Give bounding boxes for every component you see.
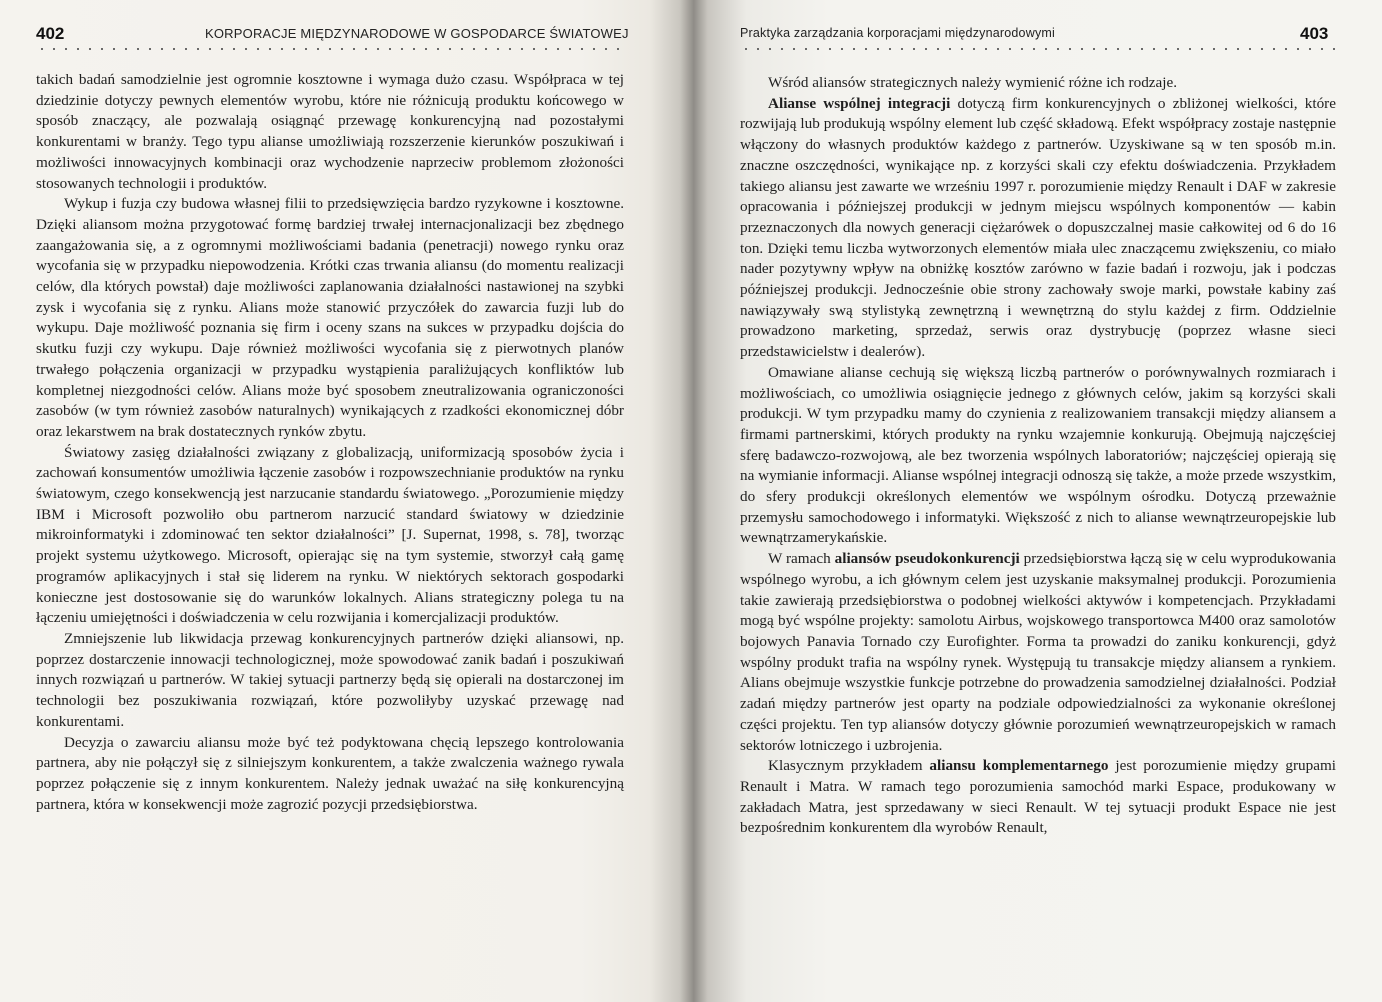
paragraph: Decyzja o zawarciu aliansu może być też podyktowana chęcią lepszego kontrolowania partnera, aby nie połączył się z silniejszym konkurentem, a także zwalczenia ważnego rywala poprzez połączenie się z innym konkurentem. Należy jednak uważać na siłę konkurencyjną partnera, która w konsekwencji może zagrozić pozycji przedsiębiorstwa. xyxy=(36,733,624,813)
paragraph: Światowy zasięg działalności związany z globalizacją, uniformizacją sposobów życia i zachowań konsumentów umożliwia łączenie zasobów i rozpowszechnianie produktów na rynku światowym, czego konsekwencją jest narzucanie standardu światowego. „Porozumienie między IBM i Microsoft pozwoliło obu partnerom narzucić standard światowy w dziedzinie mikroinformatyki i zdominować ten sektor działalności” [J. Supernat, 1998, s. 78], tworząc projekt systemu użytkowego. Microsoft, opierając się na tym systemie, stworzył całą gamę programów aplikacyjnych i stał się liderem na rynku. W niektórych sektorach gospodarki konieczne jest dostosowanie się do warunków lokalnych. Alians strategiczny polega tu na łączeniu umiejętności i doświadczenia w celu rozwijania i komercjalizacji produktów. xyxy=(36,443,624,627)
dotted-rule xyxy=(36,48,624,50)
term-bold: aliansów pseudokonkurencji xyxy=(834,550,1020,568)
page-number: 402 xyxy=(36,24,65,43)
term-bold: aliansu komplementarnego xyxy=(929,757,1109,775)
body-text xyxy=(740,73,1336,839)
page-number: 403 xyxy=(1300,24,1329,43)
running-head: Praktyka zarządzania korporacjami międzynarodowymi xyxy=(740,26,1055,40)
left-page xyxy=(0,0,660,1002)
dotted-rule xyxy=(740,48,1336,50)
paragraph xyxy=(740,549,1336,756)
paragraph xyxy=(740,756,1336,839)
paragraph: takich badań samodzielnie jest ogromnie kosztowne i wymaga dużo czasu. Współpraca w tej dziedzinie dotyczy pewnych elementów wyrobu, które nie różnicują produktu końcowego w sposób znaczący, ale pozwalają osiągnąć przewagę konkurencyjną nad pozostałymi konkurentami w branży. Tego typu alianse umożliwiają rozszerzenie kierunków poszukiwań i możliwości innowacyjnych kombinacji oraz wychodzenie naprzeciw problemom złożoności stosowanych technologii i produktów. xyxy=(36,71,624,192)
body-text xyxy=(36,70,624,815)
paragraph: Zmniejszenie lub likwidacja przewag konkurencyjnych partnerów dzięki aliansowi, np. poprzez dostarczenie innowacji technologicznej, może spowodować zanik badań i poszukiwań innych rozwiązań u partnerów. W takiej sytuacji partnerzy będą się opierali na dostarczonej im technologii bez poszukiwania rozwiązań, które pozwoliłyby uzyskać przewagę nad konkurentami. xyxy=(36,629,624,730)
paragraph-text: W ramach xyxy=(768,550,835,568)
paragraph: Omawiane alianse cechują się większą liczbą partnerów o porównywalnych rozmiarach i możliwościach, co umożliwia osiągnięcie jednego z głównych celów, jakim są korzyści skali produkcji. W tym przypadku mamy do czynienia z realizowaniem transakcji między aliansem a firmami partnerskimi, których produkty na rynku wzajemnie konkurują. Obejmują najczęściej sferę badawczo-rozwojową, ale bez tworzenia wspólnych laboratoriów; najczęściej opierają się na wymianie informacji. Alianse wspólnej integracji odnoszą się także, a może przede wszystkim, do sfery produkcji określonych elementów we wspólnym ośrodku. Dotyczą przeważnie przemysłu samochodowego i informatyki. Większość z nich to alianse wewnątrzeuropejskie lub wewnątrzamerykańskie. xyxy=(740,363,1336,547)
paragraph: Wykup i fuzja czy budowa własnej filii to przedsięwzięcia bardzo ryzykowne i kosztowne. Dzięki aliansom można przygotować formę bardziej trwałej internacjonalizacji bez zbędnego zaangażowania się, a z ogromnymi możliwościami badania (penetracji) nowego rynku oraz wycofania się w przypadku niepowodzenia. Krótki czas trwania aliansu (do momentu realizacji celów, dla których powstał) daje możliwości zaplanowania działalności nastawionej na szybki zysk i wycofania się z rynku. Alians może stanowić przyczółek do zawarcia fuzji lub do wykupu. Daje możliwość poznania się firm i oceny szans na sukces w przypadku dojścia do skutku fuzji czy wykupu. Daje również możliwości wycofania się z pierwotnych planów trwałego połączenia organizacji w przypadku wystąpienia paraliżujących konfliktów lub kompletnej niezgodności celów. Alians może być sposobem zneutralizowania ograniczoności zasobów (w tym również zasobów naturalnych) wynikających z rzadkości ekonomicznej dóbr oraz lekarstwem na brak dostatecznych rynków zbytu. xyxy=(36,195,624,440)
term-bold: Alianse wspólnej integracji xyxy=(768,94,951,112)
right-page xyxy=(700,0,1382,1002)
paragraph-text: Klasycznym przykładem xyxy=(768,757,930,775)
paragraph: Wśród aliansów strategicznych należy wymienić różne ich rodzaje. xyxy=(768,74,1178,91)
paragraph-text: dotyczą firm konkurencyjnych o zbliżonej wielkości, które rozwijają lub produkują wspólny element lub część składową. Efekt współpracy zostaje następnie włączony do własnych produktów każdego z partnerów. Uzyskiwane są w ten sposób m.in. znaczne oszczędności, wynikające np. z korzyści skali czy efektu doświadczenia. Przykładem takiego aliansu jest zawarte we wrześniu 1997 r. porozumienie między Renault i DAF w zakresie opracowania i późniejszej produkcji w jednym miejscu wspólnych komponentów — kabin przeznaczonych dla nowych generacji ciężarówek o dopuszczalnej masie całkowitej od 6 do 16 ton. Dzięki temu liczba wytworzonych elementów miała ulec znaczącemu zwiększeniu, co miało nader pozytywny wpływ na obniżkę kosztów zarówno w fazie badań i rozwoju, jak i podczas późniejszej produkcji. Jednocześnie obie strony zachowały swoje marki, powstałe kabiny zaś nawiązywały swą stylistyką zewnętrzną i wewnętrzną do stylu każdej z firm. Oddzielnie prowadzono marketing, sprzedaż, serwis oraz dystrybucję (poprzez własne sieci przedstawicielstw i dealerów). xyxy=(740,94,1336,361)
paragraph-text: przedsiębiorstwa łączą się w celu wyprodukowania wspólnego wyrobu, a ich głównym celem jest uzyskanie maksymalnej produkcji. Porozumienia takie zawierają przedsiębiorstwa o podobnej wielkości aktywów i kompetencjach. Przykładami mogą być wspólne projekty: samolotu Airbus, wojskowego transportowca M400 oraz samolotów bojowych Panavia Tornado czy Eurofighter. Forma ta prowadzi do zaniku konkurencji, gdyż wspólny produkt trafia na wspólny rynek. Występują tu transakcje między aliansem a rynkiem. Alians obejmuje wszystkie funkcje potrzebne do prowadzenia samodzielnej działalności. Podział zadań między partnerów jest oparty na podziale odpowiedzialności za wykonanie określonej części projektu. Ten typ aliansów dotyczy głównie porozumień wewnątrzeuropejskich w ramach sektorów lotniczego i uzbrojenia. xyxy=(740,550,1337,754)
running-head: KORPORACJE MIĘDZYNARODOWE W GOSPODARCE ŚWIATOWEJ xyxy=(205,26,629,41)
paragraph xyxy=(740,94,1336,363)
paragraph-text: jest porozumienie między grupami Renault i Matra. W ramach tego porozumienia samochód marki Espace, produkowany w zakładach Matra, jest sprzedawany w sieci Renault. W tej sytuacji produkt Espace nie jest bezpośrednim konkurentem dla wyrobów Renault, xyxy=(740,757,1336,837)
